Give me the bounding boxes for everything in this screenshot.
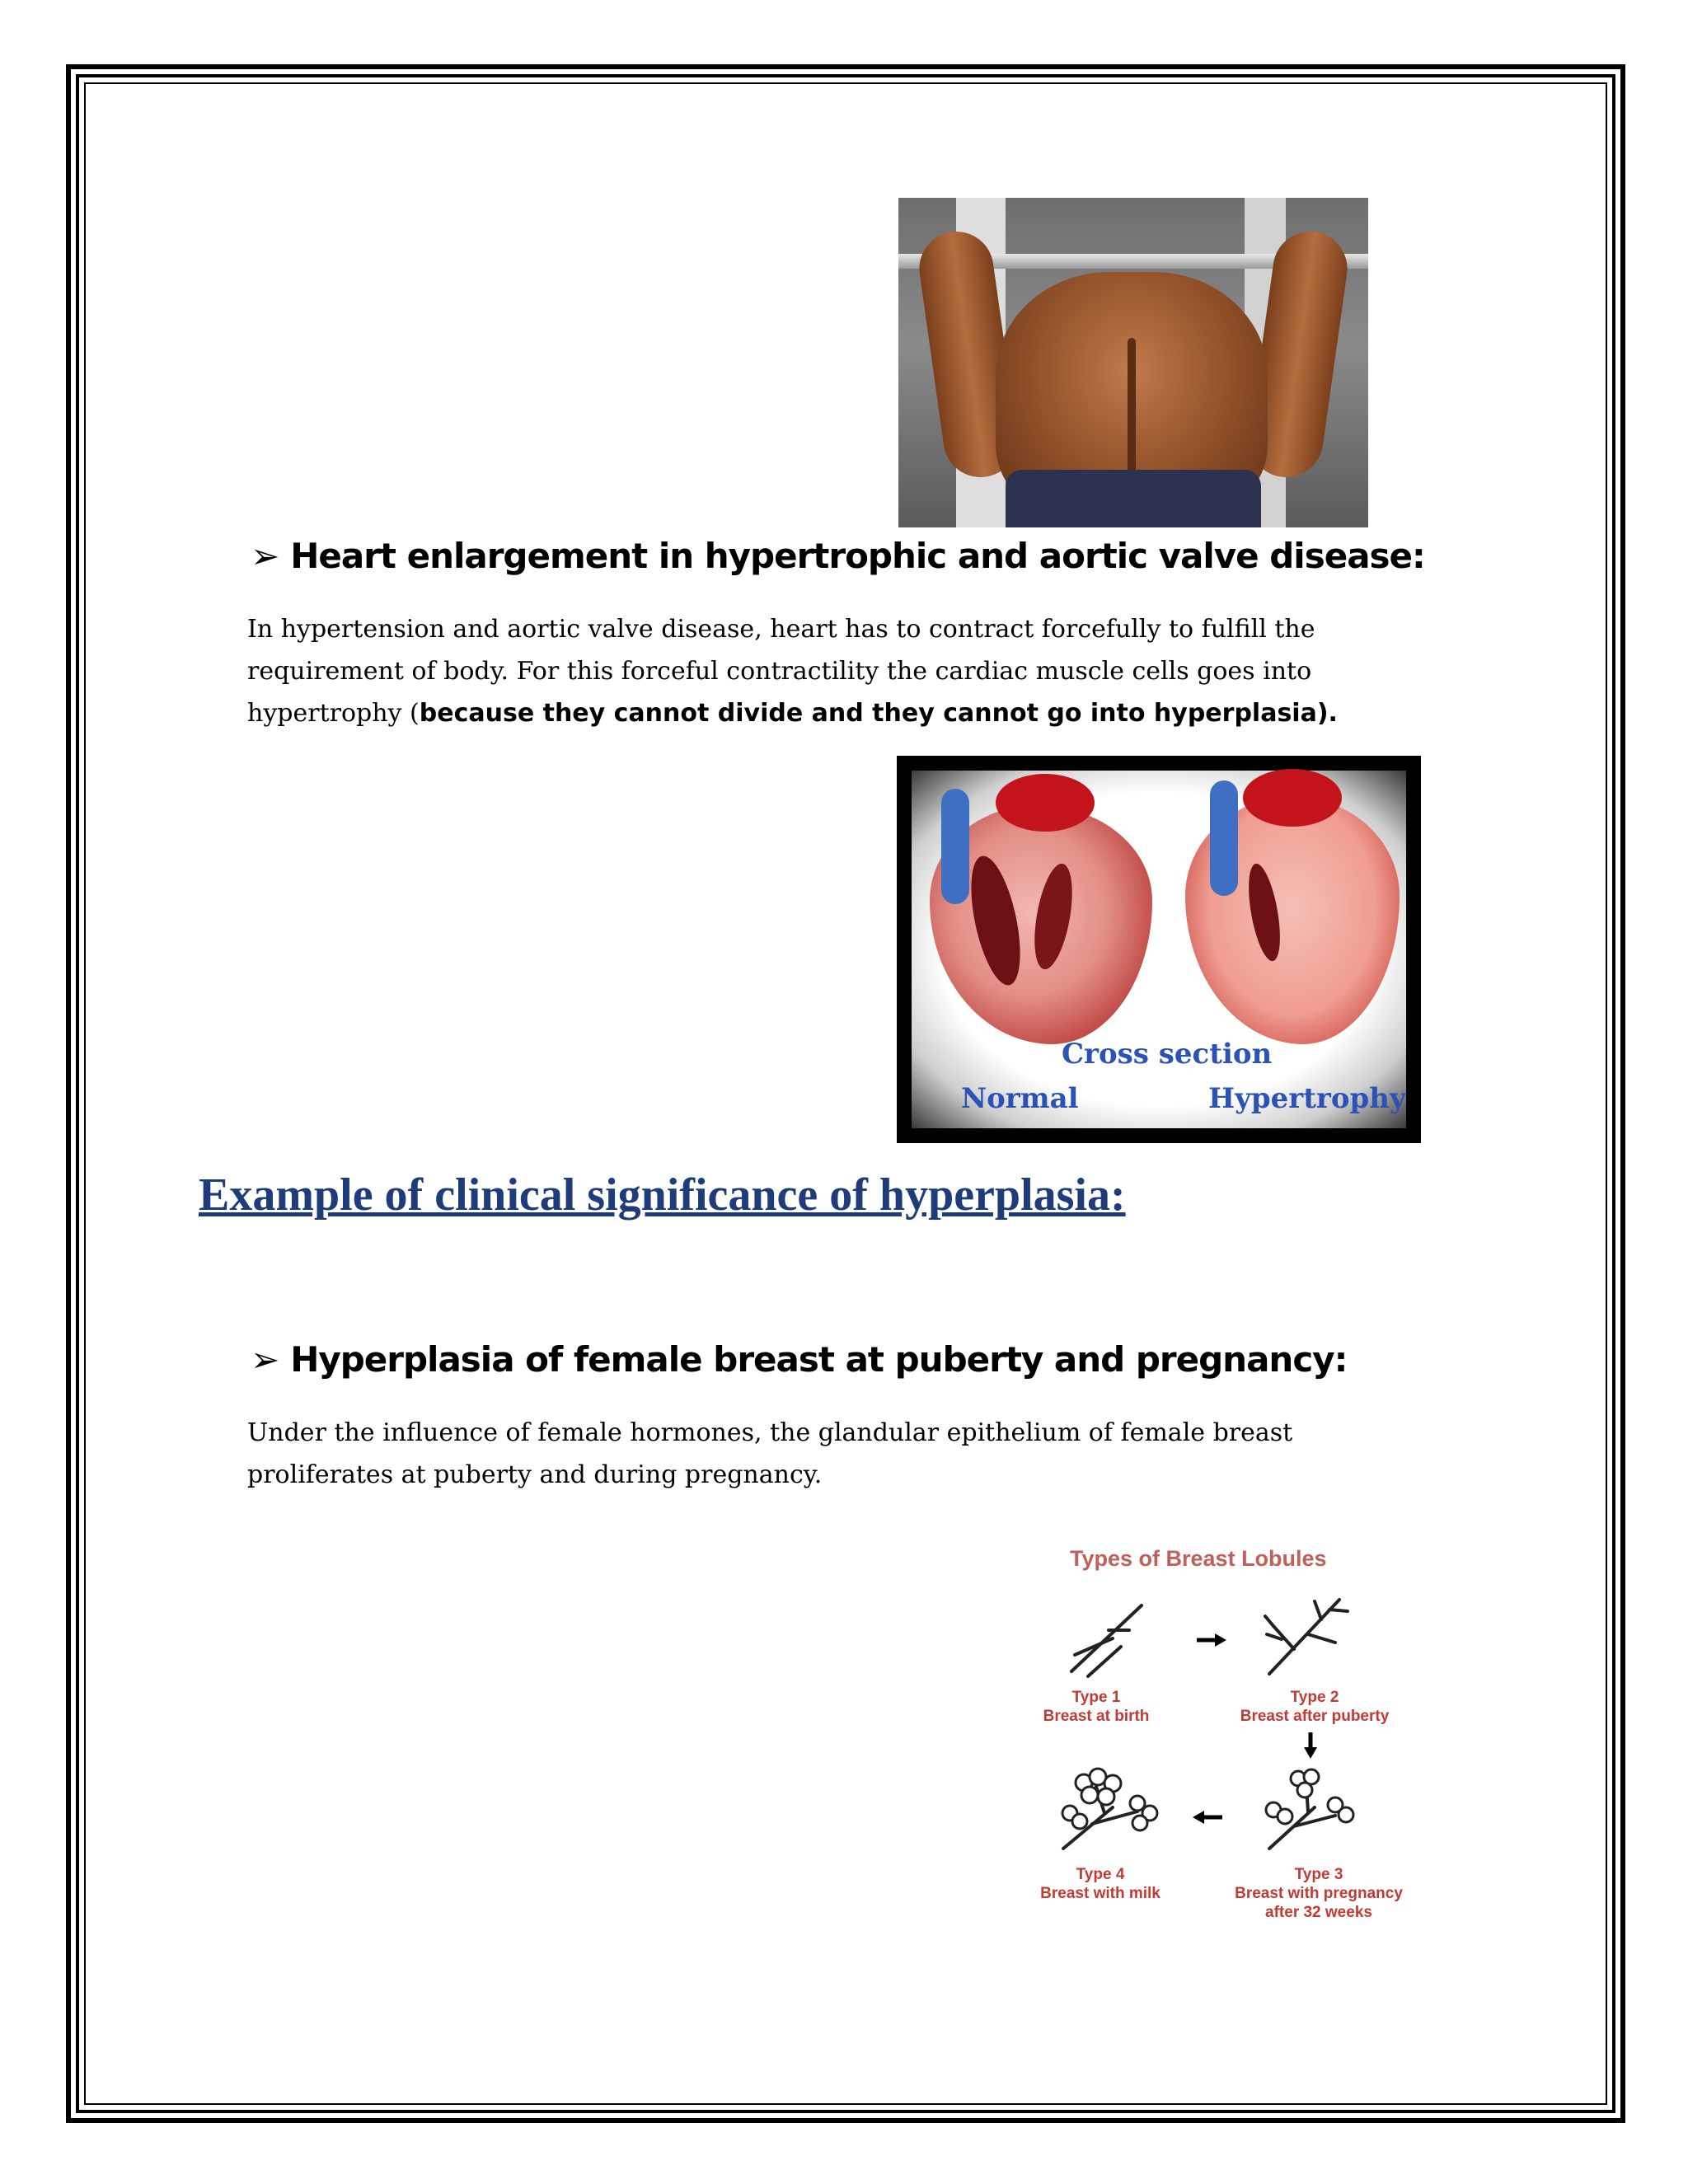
- type3-lobule-icon: [1257, 1762, 1356, 1853]
- type3-caption: Type 3 Breast with pregnancy after 32 weeks: [1235, 1866, 1403, 1921]
- bodybuilder-photo: [898, 198, 1368, 527]
- arrow-bullet-icon: ➢: [251, 536, 279, 576]
- cross-section-label: Cross section: [1062, 1038, 1273, 1071]
- left-arrow-icon: [1191, 1809, 1224, 1825]
- type2-caption: Type 2 Breast after puberty: [1240, 1689, 1390, 1725]
- heart-hypertrophy-figure: [897, 756, 1421, 1143]
- hypertrophy-label: Hypertrophy: [1208, 1082, 1406, 1115]
- heart-enlargement-paragraph: In hypertension and aortic valve disease, heart has to contract forcefully to fulfill the requirement of body. For this forceful contractility the cardiac muscle cells goes into hypertrophy (because they cannot divide and they cannot go into hyperplasia).: [247, 615, 1338, 728]
- type4-caption: Type 4 Breast with milk: [1040, 1866, 1160, 1902]
- down-arrow-icon: [1302, 1731, 1319, 1760]
- type2-lobule-icon: [1257, 1593, 1356, 1680]
- breast-lobules-diagram: [1022, 1540, 1451, 1935]
- section-title: Example of clinical significance of hyperplasia:: [199, 1169, 1126, 1221]
- arrow-bullet-icon: ➢: [251, 1339, 279, 1380]
- breast-hyperplasia-paragraph: Under the influence of female hormones, the glandular epithelium of female breast proliferates at puberty and during pregnancy.: [247, 1418, 1293, 1489]
- normal-label: Normal: [961, 1082, 1079, 1115]
- type1-caption: Type 1 Breast at birth: [1043, 1689, 1150, 1725]
- heart-enlargement-heading: ➢ Heart enlargement in hypertrophic and aortic valve disease:: [251, 536, 1425, 576]
- right-arrow-icon: [1195, 1632, 1228, 1648]
- type4-lobule-icon: [1055, 1762, 1162, 1853]
- breast-hyperplasia-heading: ➢ Hyperplasia of female breast at puberty and pregnancy:: [251, 1339, 1348, 1380]
- lobules-title: Types of Breast Lobules: [1070, 1546, 1327, 1571]
- type1-lobule-icon: [1063, 1597, 1154, 1680]
